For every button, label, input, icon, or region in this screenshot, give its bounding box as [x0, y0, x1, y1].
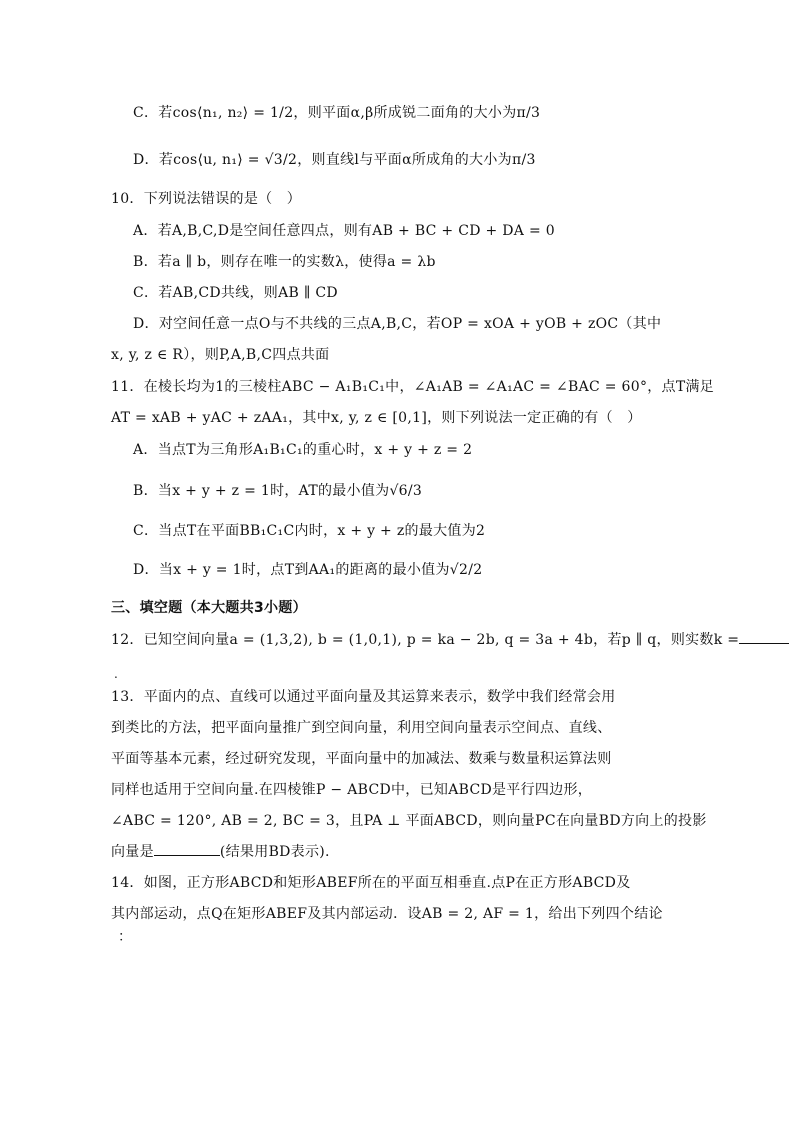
q14-line1: 14．如图，正方形ABCD和矩形ABEF所在的平面互相垂直.点P在正方形ABCD及 — [111, 875, 631, 891]
q13-line5: ∠ABC = 120°, AB = 2, BC = 3，且PA ⊥ 平面ABCD，则向量PC在向量BD方向上的投影 — [111, 813, 707, 829]
q12-trailing-dot: . — [114, 667, 118, 681]
q10-option-c: C．若AB,CD共线，则AB ∥ CD — [133, 285, 338, 301]
q11-stem-line2: AT = xAB + yAC + zAA₁，其中x, y, z ∈ [0,1]，则下列说法一定正确的有（ ） — [111, 410, 642, 426]
q13-line4: 同样也适用于空间向量.在四棱锥P − ABCD中，已知ABCD是平行四边形， — [111, 782, 593, 798]
q13-text-before-blank: 向量是 — [111, 844, 154, 860]
q10-option-b: B．若a ∥ b，则存在唯一的实数λ，使得a = λb — [133, 254, 436, 270]
q11-stem-line1: 11．在棱长均为1的三棱柱ABC − A₁B₁C₁中，∠A₁AB = ∠A₁AC = ∠BAC = 60°，点T满足 — [111, 379, 715, 395]
section-heading-fill-in: 三、填空题（本大题共3小题） — [111, 600, 307, 616]
q13-text-after-blank: (结果用BD表示). — [219, 844, 330, 860]
q10-stem: 10．下列说法错误的是（ ） — [111, 191, 302, 207]
q13-line2: 到类比的方法，把平面向量推广到空间向量，利用空间向量表示空间点、直线、 — [111, 720, 612, 736]
q11-option-a: A．当点T为三角形A₁B₁C₁的重心时，x + y + z = 2 — [133, 442, 473, 458]
q13-answer-blank[interactable] — [154, 855, 220, 856]
q13-line1: 13．平面内的点、直线可以通过平面向量及其运算来表示，数学中我们经常会用 — [111, 689, 616, 705]
q13-line3: 平面等基本元素，经过研究发现，平面向量中的加减法、数乘与数量积运算法则 — [111, 751, 612, 767]
q10-option-a: A．若A,B,C,D是空间任意四点，则有AB + BC + CD + DA = 0 — [133, 223, 555, 239]
q12-answer-blank[interactable] — [739, 643, 789, 644]
q14-line2: 其内部运动，点Q在矩形ABEF及其内部运动．设AB = 2, AF = 1，给出下列四个结论 — [111, 906, 663, 922]
q12-stem — [111, 630, 789, 650]
q9-option-c: C．若cos⟨n₁, n₂⟩ = 1/2，则平面α,β所成锐二面角的大小为π/3 — [133, 105, 541, 121]
q10-option-d-line2: x, y, z ∈ R），则P,A,B,C四点共面 — [111, 347, 330, 363]
q12-text: 12．已知空间向量a = (1,3,2), b = (1,0,1), p = ka − 2b, q = 3a + 4b，若p ∥ q，则实数k = — [111, 632, 740, 648]
q10-option-d-line1: D．对空间任意一点O与不共线的三点A,B,C，若OP = xOA + yOB + zOC（其中 — [133, 316, 662, 332]
q13-line6 — [111, 842, 330, 862]
q11-option-b: B．当x + y + z = 1时，AT的最小值为√6/3 — [133, 483, 423, 499]
q11-option-d: D．当x + y = 1时，点T到AA₁的距离的最小值为√2/2 — [133, 562, 483, 578]
q9-option-d: D．若cos⟨u, n₁⟩ = √3/2，则直线l与平面α所成角的大小为π/3 — [133, 152, 536, 168]
q14-line3: ： — [118, 929, 133, 945]
q11-option-c: C．当点T在平面BB₁C₁C内时，x + y + z的最大值为2 — [133, 523, 486, 539]
